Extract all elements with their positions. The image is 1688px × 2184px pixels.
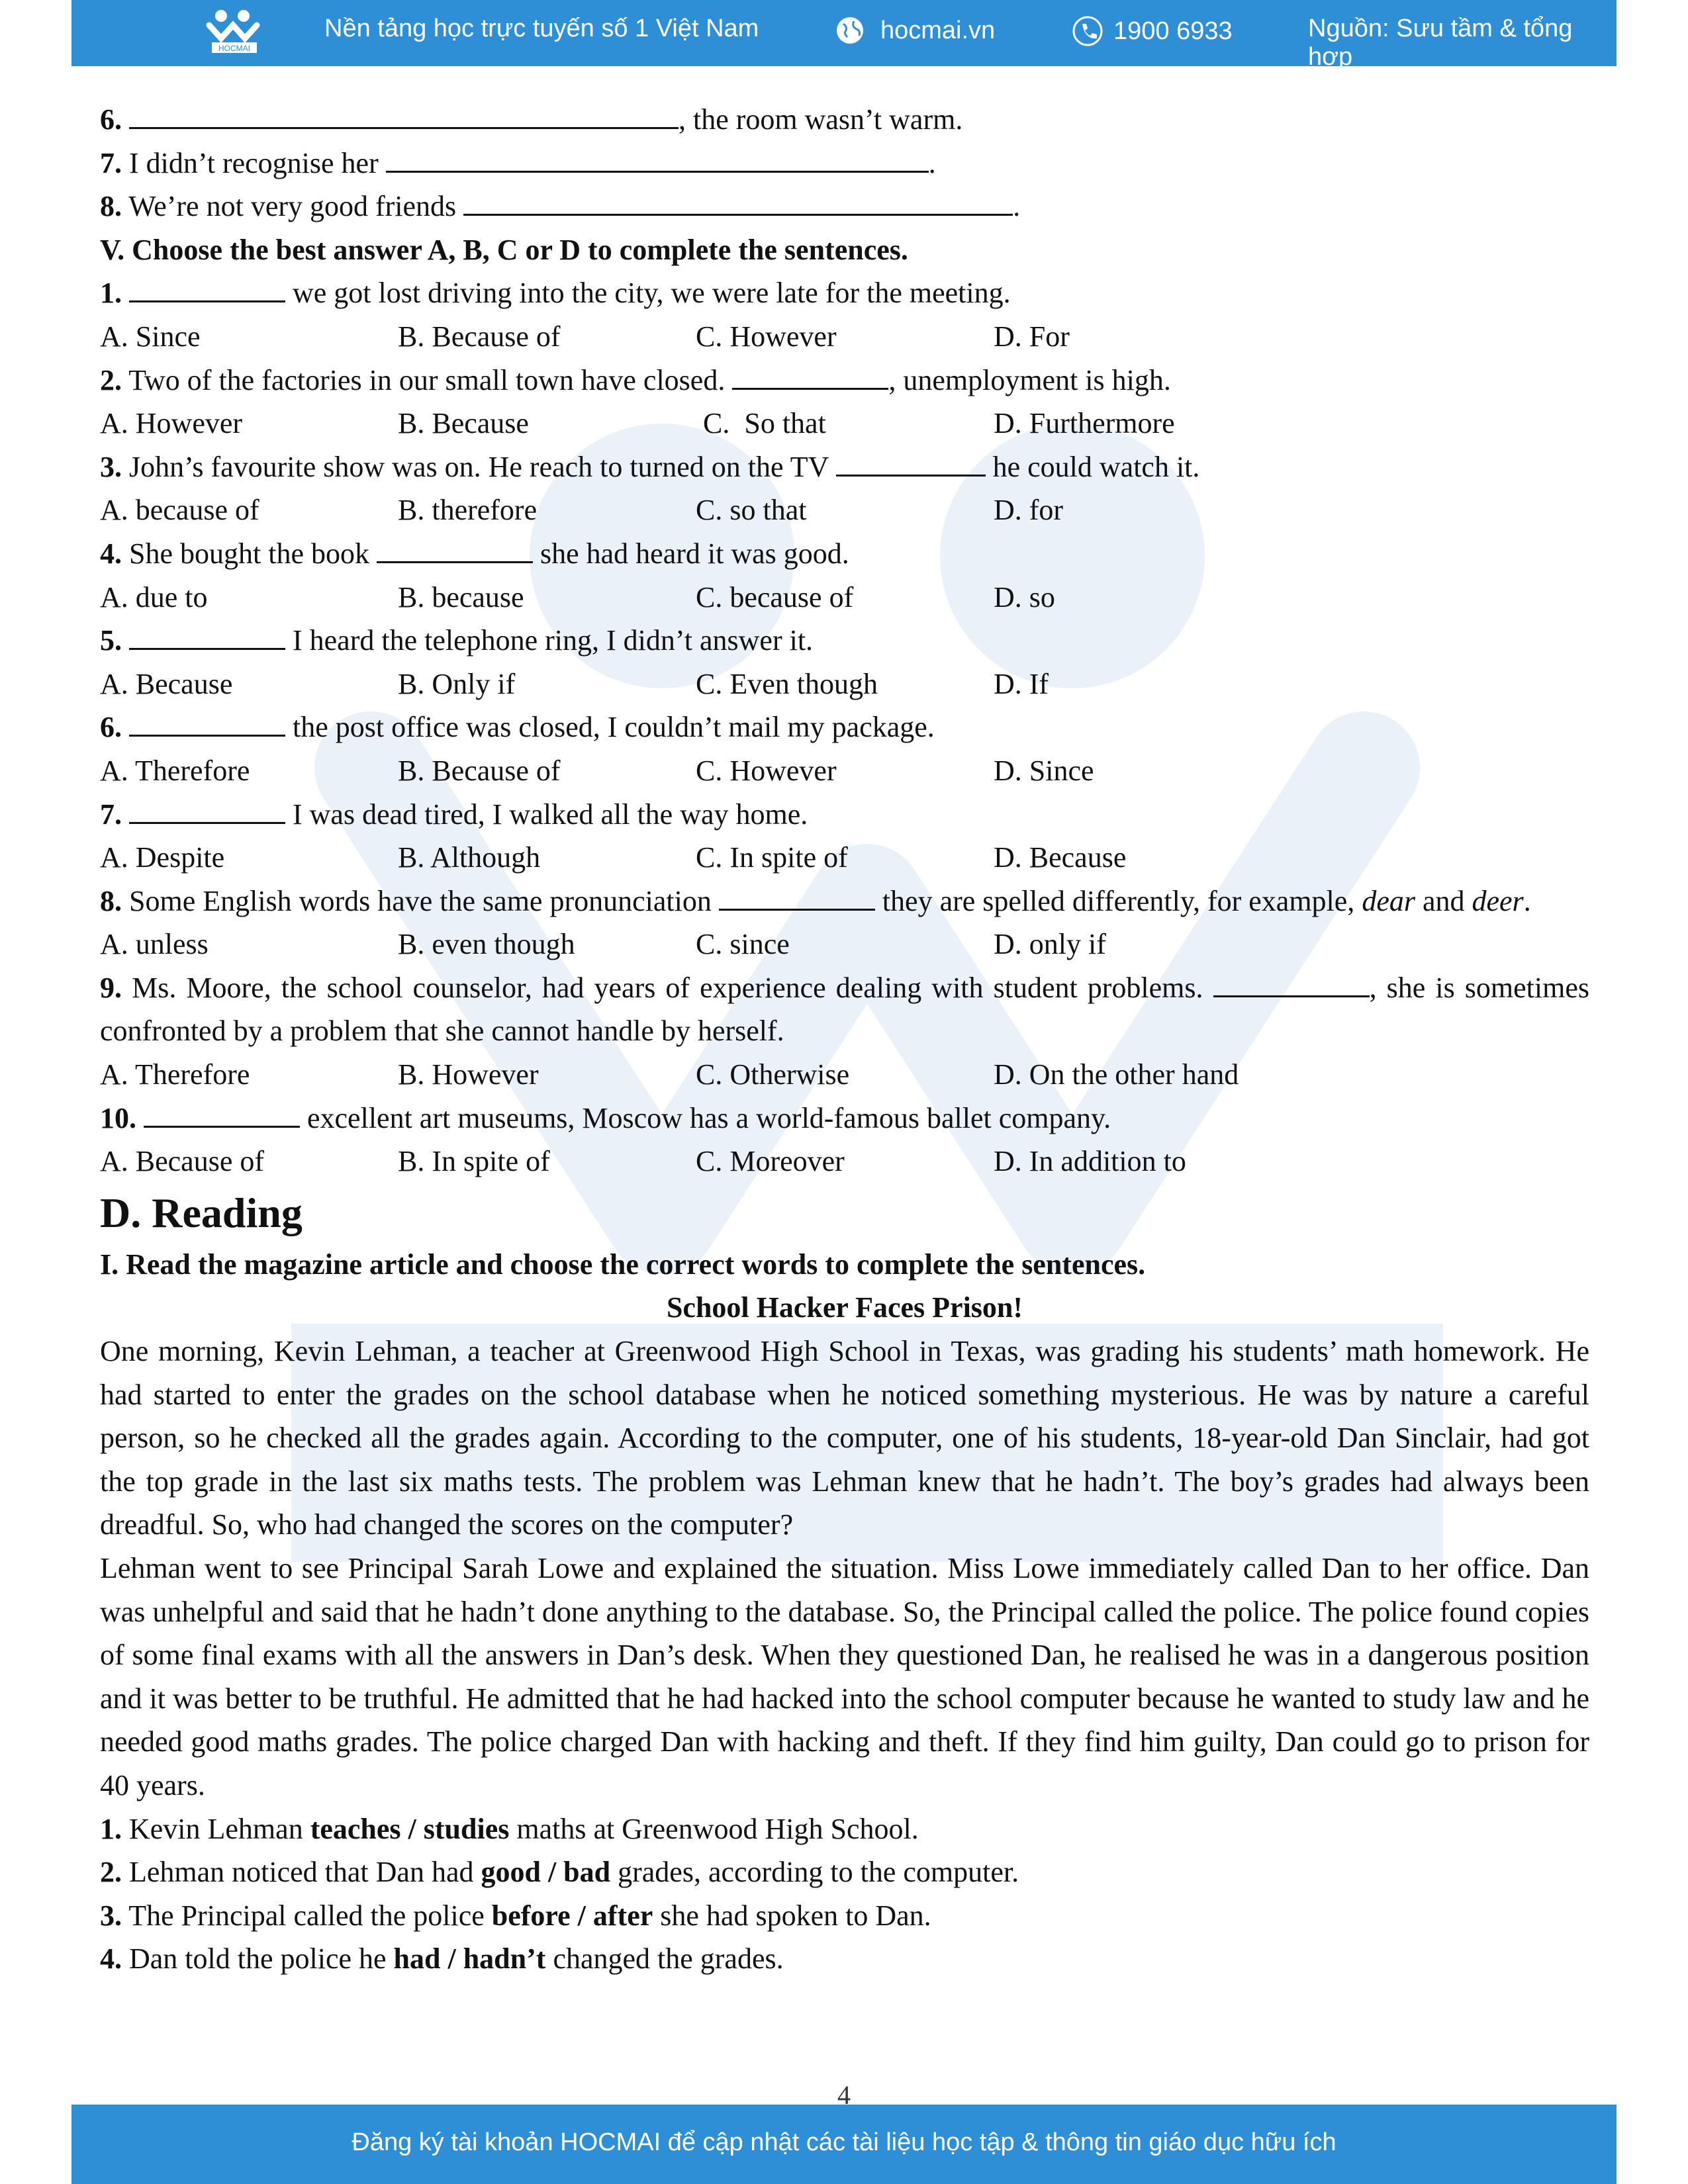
source-note: Nguồn: Sưu tầm & tổng hợp	[1308, 15, 1573, 71]
option-d[interactable]: D. for	[994, 494, 1064, 527]
option-b[interactable]: B. Only if	[398, 667, 516, 700]
question: 6. the post office was closed, I couldn’t mail my package.	[100, 711, 935, 744]
answer-options	[100, 315, 1589, 359]
item-number: 7.	[100, 146, 122, 179]
reading-item: 4. Dan told the police he had / hadn’t changed the grades.	[100, 1942, 784, 1976]
option-b[interactable]: B. even though	[398, 928, 575, 961]
answer-options	[100, 1140, 1589, 1183]
option-d[interactable]: D. Since	[994, 754, 1094, 787]
question: 8. Some English words have the same pronunciation they are spelled differently, for example, dear and deer.	[100, 884, 1531, 917]
item-number: 6.	[100, 103, 122, 136]
option-c[interactable]: C. since	[696, 928, 790, 961]
footer-bar[interactable]	[71, 2105, 1617, 2184]
option-c[interactable]: C. So that	[696, 407, 826, 440]
answer-blank[interactable]	[732, 363, 888, 390]
hotline[interactable]	[1071, 15, 1233, 48]
answer-options	[100, 749, 1589, 793]
item-number: 8.	[100, 190, 122, 223]
option-b[interactable]: B. Although	[398, 841, 541, 874]
document-body	[100, 98, 1589, 1981]
answer-options	[100, 836, 1589, 880]
rewrite-item	[100, 98, 1589, 142]
answer-blank[interactable]	[129, 797, 285, 824]
choice-pair[interactable]: good / bad	[481, 1856, 611, 1889]
reading-item: 1. Kevin Lehman teaches / studies maths at Greenwood High School.	[100, 1812, 919, 1845]
option-b[interactable]: B. However	[398, 1058, 539, 1091]
website-text: hocmai.vn	[880, 16, 996, 44]
answer-blank[interactable]	[129, 709, 285, 737]
option-a[interactable]: A. Therefore	[100, 754, 250, 787]
choice-pair[interactable]: teaches / studies	[310, 1812, 510, 1845]
option-a[interactable]: A. unless	[100, 928, 209, 961]
answer-blank[interactable]	[144, 1101, 300, 1128]
option-d[interactable]: D. If	[994, 667, 1049, 700]
option-a[interactable]: A. because of	[100, 494, 259, 527]
option-d[interactable]: D. In addition to	[994, 1145, 1186, 1178]
item-text: We’re not very good friends	[128, 190, 457, 223]
option-c[interactable]: C. Otherwise	[696, 1058, 850, 1091]
reading-instruction: I. Read the magazine article and choose the correct words to complete the sentences.	[100, 1248, 1146, 1281]
answer-blank[interactable]	[463, 189, 1013, 216]
answer-options	[100, 402, 1589, 445]
answer-options	[100, 488, 1589, 532]
answer-blank-extension	[632, 102, 679, 129]
slogan: Nền tảng học trực tuyến số 1 Việt Nam	[324, 15, 759, 42]
article-paragraph: Lehman went to see Principal Sarah Lowe and explained the situation. Miss Lowe immediately called Dan to her office. Dan was unhelpful and said that he hadn’t done anything to the database. So, the Principal called the police. The police found copies of some final exams with all the answers in Dan’s desk. When they questioned Dan, he realised he was in a dangerous position and it was better to be truthful. He admitted that he had hacked into the school computer because he wanted to study law and he needed good maths grades. The police charged Dan with hacking and theft. If they find him guilty, Dan could go to prison for 40 years.	[100, 1552, 1589, 1801]
option-b[interactable]: B. therefore	[398, 494, 538, 527]
answer-blank[interactable]	[129, 275, 285, 302]
option-c[interactable]: C. Moreover	[696, 1145, 845, 1178]
option-c[interactable]: C. Even though	[696, 667, 878, 700]
question: 10. excellent art museums, Moscow has a world-famous ballet company.	[100, 1101, 1111, 1134]
option-d[interactable]: D. On the other hand	[994, 1058, 1239, 1091]
question: 5. I heard the telephone ring, I didn’t answer it.	[100, 624, 814, 657]
option-d[interactable]: D. Because	[994, 841, 1127, 874]
reading-heading: D. Reading	[100, 1189, 303, 1236]
section-v-title: V. Choose the best answer A, B, C or D to complete the sentences.	[100, 233, 908, 266]
option-a[interactable]: A. Since	[100, 320, 201, 353]
option-c[interactable]: C. so that	[696, 494, 807, 527]
question: 7. I was dead tired, I walked all the way home.	[100, 797, 808, 831]
answer-options	[100, 923, 1589, 966]
answer-options	[100, 662, 1589, 706]
register-banner-text: Đăng ký tài khoản HOCMAI để cập nhật các tài liệu học tập & thông tin giáo dục hữu ích	[352, 2128, 1336, 2156]
reading-item: 2. Lehman noticed that Dan had good / bad grades, according to the computer.	[100, 1856, 1019, 1889]
option-a[interactable]: A. Because of	[100, 1145, 265, 1178]
item-text: I didn’t recognise her	[129, 146, 379, 179]
choice-pair[interactable]: before / after	[491, 1899, 653, 1932]
answer-options	[100, 1053, 1589, 1097]
phone-icon	[1071, 15, 1104, 48]
answer-blank[interactable]	[129, 623, 285, 650]
header-bar	[71, 0, 1617, 71]
option-a[interactable]: A. Therefore	[100, 1058, 250, 1091]
question: 3. John’s favourite show was on. He reach to turned on the TV he could watch it.	[100, 450, 1200, 483]
answer-blank[interactable]	[129, 102, 632, 129]
option-b[interactable]: B. because	[398, 580, 524, 614]
option-b[interactable]: B. Because	[398, 407, 529, 440]
hotline-text: 1900 6933	[1113, 17, 1233, 45]
answer-blank[interactable]	[836, 449, 986, 477]
option-b[interactable]: B. In spite of	[398, 1145, 550, 1178]
question: 1. we got lost driving into the city, we were late for the meeting.	[100, 277, 1011, 310]
option-a[interactable]: A. due to	[100, 580, 208, 614]
option-c[interactable]: C. In spite of	[696, 841, 848, 874]
option-a[interactable]: A. Despite	[100, 841, 225, 874]
globe-icon	[834, 15, 866, 46]
option-d[interactable]: D. so	[994, 580, 1055, 614]
question: 2. Two of the factories in our small town have closed. , unemployment is high.	[100, 363, 1171, 396]
answer-blank[interactable]	[719, 884, 875, 911]
answer-blank[interactable]	[386, 146, 929, 173]
option-b[interactable]: B. Because of	[398, 754, 561, 787]
question: 4. She bought the book she had heard it was good.	[100, 537, 849, 570]
rewrite-item	[100, 142, 1589, 185]
answer-blank[interactable]	[1213, 970, 1370, 997]
option-c[interactable]: C. because of	[696, 580, 854, 614]
choice-pair[interactable]: had / hadn’t	[393, 1942, 546, 1976]
answer-options	[100, 576, 1589, 619]
option-d[interactable]: D. only if	[994, 928, 1106, 961]
svg-text:HOCMAI: HOCMAI	[218, 44, 250, 53]
option-c[interactable]: C. However	[696, 320, 837, 353]
hocmai-logo-icon	[195, 7, 274, 60]
article-title: School Hacker Faces Prison!	[666, 1291, 1023, 1324]
item-text: .	[928, 146, 936, 179]
option-a[interactable]: A. However	[100, 407, 243, 440]
item-text: .	[1013, 190, 1021, 223]
option-b[interactable]: B. Because of	[398, 320, 561, 353]
option-d[interactable]: D. Furthermore	[994, 407, 1175, 440]
website[interactable]	[834, 15, 995, 46]
rewrite-item	[100, 185, 1589, 228]
page-number: 4	[837, 2080, 851, 2110]
option-a[interactable]: A. Because	[100, 667, 233, 700]
option-d[interactable]: D. For	[994, 320, 1070, 353]
answer-blank[interactable]	[377, 536, 533, 563]
article-paragraph: One morning, Kevin Lehman, a teacher at Greenwood High School in Texas, was grading his students’ math homework. He had started to enter the grades on the school database when he noticed something mysterious. He was by nature a careful person, so he checked all the grades again. According to the computer, one of his students, 18-year-old Dan Sinclair, had got the top grade in the last six maths tests. The problem was Lehman knew that he hadn’t. The boy’s grades had always been dreadful. So, who had changed the scores on the computer?	[100, 1335, 1589, 1541]
question: 9. Ms. Moore, the school counselor, had years of experience dealing with student problems. , she is sometimes confronted by a problem that she cannot handle by herself.	[100, 971, 1590, 1048]
option-c[interactable]: C. However	[696, 754, 837, 787]
reading-item: 3. The Principal called the police before / after she had spoken to Dan.	[100, 1899, 931, 1932]
item-text: , the room wasn’t warm.	[679, 103, 963, 136]
